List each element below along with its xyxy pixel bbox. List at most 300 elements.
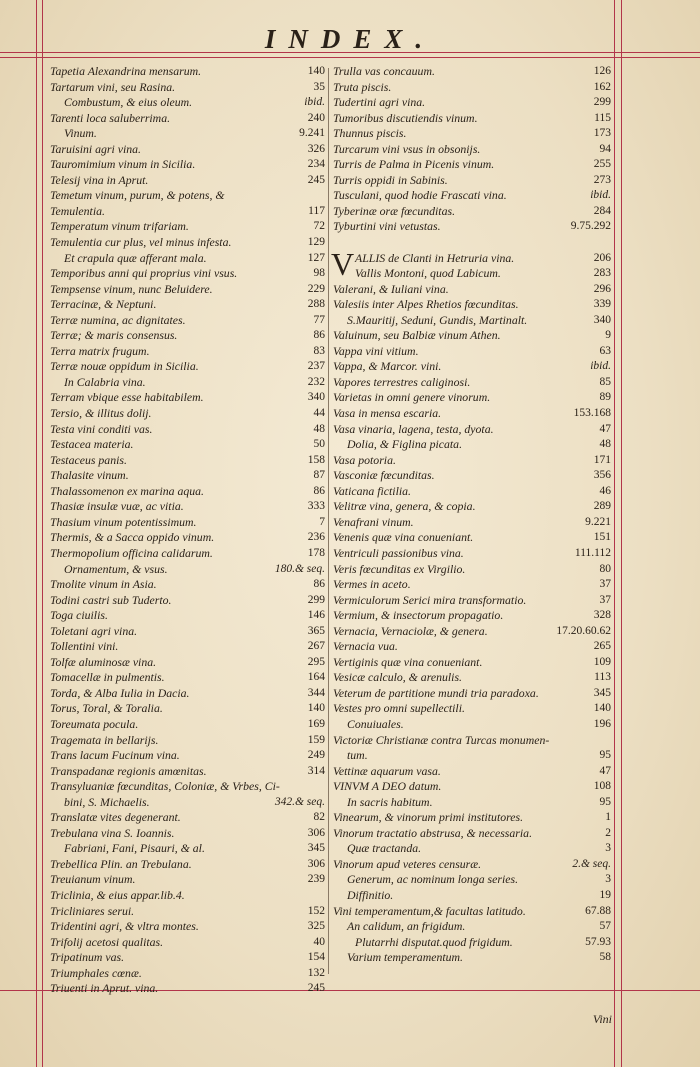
entry-text: Testa vini conditi vas.	[50, 421, 153, 436]
index-entry	[333, 888, 611, 904]
index-entry	[50, 919, 325, 935]
entry-text: Vesicæ calculo, & arenulis.	[333, 670, 462, 685]
entry-text: Vermiculorum Serici mira transformatio.	[333, 592, 527, 607]
entry-text: Tauromimium vinum in Sicilia.	[50, 157, 196, 172]
index-entry	[333, 624, 611, 640]
entry-text: Tyberinæ oræ fœcunditas.	[333, 203, 456, 218]
index-entry	[50, 157, 325, 173]
index-entry	[50, 608, 325, 624]
entry-page-ref: 232	[307, 375, 325, 388]
entry-text: Terracinæ, & Neptuni.	[50, 297, 157, 312]
entry-text: Tarenti loca saluberrima.	[50, 110, 171, 125]
index-entry	[333, 562, 611, 578]
entry-text: Veterum de partitione mundi tria paradoxa.	[333, 685, 539, 700]
entry-page-ref: 94	[599, 142, 611, 155]
entry-text: Tersio, & illitus dolij.	[50, 406, 152, 421]
entry-page-ref: 169	[307, 717, 325, 730]
entry-page-ref: 86	[313, 484, 325, 497]
entry-page-ref: 344	[307, 686, 325, 699]
index-entry	[333, 733, 611, 749]
index-entry	[50, 701, 325, 717]
entry-text: Thasium vinum potentissimum.	[50, 514, 197, 529]
index-entry	[50, 530, 325, 546]
index-entry	[333, 826, 611, 842]
entry-page-ref: 115	[594, 111, 611, 124]
index-entry	[333, 204, 611, 220]
entry-page-ref: 152	[307, 904, 325, 917]
entry-page-ref: 57.93	[585, 935, 611, 948]
index-entry	[333, 608, 611, 624]
index-entry	[333, 701, 611, 717]
index-entry	[50, 748, 325, 764]
entry-text: Vasa in mensa escaria.	[333, 406, 442, 421]
index-entry	[50, 810, 325, 826]
entry-page-ref: 2.& seq.	[572, 857, 611, 870]
index-entry	[333, 266, 611, 282]
entry-text: Tmolite vinum in Asia.	[50, 577, 157, 592]
entry-text: Tempsense vinum, nunc Beluidere.	[50, 281, 213, 296]
entry-page-ref: 47	[599, 422, 611, 435]
entry-page-ref: 296	[593, 282, 611, 295]
entry-page-ref: 1	[605, 811, 611, 824]
entry-text: Valesiis inter Alpes Rhetios fœcunditas.	[333, 297, 519, 312]
entry-text: Temporibus anni qui proprius vini vsus.	[50, 266, 238, 281]
entry-page-ref: 306	[307, 826, 325, 839]
entry-page-ref: 9.241	[299, 127, 325, 140]
entry-page-ref: 236	[307, 531, 325, 544]
column-divider	[328, 68, 329, 974]
entry-page-ref: 46	[599, 484, 611, 497]
entry-text: Trebellica Plin. an Trebulana.	[50, 856, 192, 871]
entry-page-ref: 89	[599, 391, 611, 404]
entry-text: Thalasite vinum.	[50, 468, 129, 483]
entry-page-ref: 237	[307, 360, 325, 373]
entry-text: tum.	[347, 748, 368, 763]
entry-text: Tusculani, quod hodie Frascati vina.	[333, 188, 507, 203]
index-entry	[333, 795, 611, 811]
entry-text: Trebulana vina S. Ioannis.	[50, 825, 175, 840]
entry-text: Vertiginis quæ vina conueniant.	[333, 654, 483, 669]
entry-text: In Calabria vina.	[64, 374, 146, 389]
entry-page-ref: 340	[307, 391, 325, 404]
index-entry	[333, 344, 611, 360]
entry-page-ref: 48	[313, 422, 325, 435]
right-margin-rule	[614, 0, 615, 1067]
entry-text: Thalassomenon ex marina aqua.	[50, 483, 205, 498]
index-entry	[333, 686, 611, 702]
entry-page-ref: 117	[308, 204, 325, 217]
index-entry	[50, 95, 325, 111]
entry-page-ref: 196	[593, 717, 611, 730]
entry-page-ref: 129	[307, 236, 325, 249]
entry-text: Dolia, & Figlina picata.	[347, 437, 463, 452]
entry-page-ref: 47	[599, 764, 611, 777]
entry-page-ref: 239	[307, 873, 325, 886]
entry-text: Vernacia, Vernaciolæ, & genera.	[333, 623, 488, 638]
index-entry	[50, 390, 325, 406]
index-entry	[333, 359, 611, 375]
entry-page-ref: 267	[307, 640, 325, 653]
index-entry	[50, 344, 325, 360]
entry-page-ref: 9.221	[585, 515, 611, 528]
entry-page-ref: 180.& seq.	[274, 562, 325, 575]
entry-page-ref: 325	[307, 920, 325, 933]
index-entry	[50, 266, 325, 282]
entry-text: Tapetia Alexandrina mensarum.	[50, 64, 202, 78]
entry-page-ref: 2	[605, 826, 611, 839]
index-entry	[333, 919, 611, 935]
index-entry	[50, 126, 325, 142]
entry-page-ref: 240	[307, 111, 325, 124]
section-gap	[333, 235, 611, 251]
index-entry	[50, 717, 325, 733]
index-entry	[333, 872, 611, 888]
entry-text: Taruisini agri vina.	[50, 141, 142, 156]
entry-page-ref: 95	[599, 749, 611, 762]
entry-text: Tricliniares serui.	[50, 903, 135, 918]
index-entry	[50, 188, 325, 204]
entry-text: Transyluaniæ fœcunditas, Coloniæ, & Vrbes, Ci-	[50, 779, 280, 794]
entry-page-ref: 164	[307, 671, 325, 684]
index-entry	[333, 515, 611, 531]
entry-page-ref: 132	[307, 966, 325, 979]
entry-page-ref: 140	[593, 702, 611, 715]
entry-text: Testacea materia.	[50, 437, 134, 452]
entry-text: Tripatinum vas.	[50, 950, 125, 965]
entry-text: Vermium, & insectorum propagatio.	[333, 608, 504, 623]
entry-text: Vini temperamentum,& facultas latitudo.	[333, 903, 526, 918]
index-entry	[333, 779, 611, 795]
entry-text: Torus, Toral, & Toralia.	[50, 701, 163, 716]
page-title: INDEX.	[264, 24, 436, 54]
index-entry	[50, 872, 325, 888]
entry-text: Triuenti in Aprut. vina.	[50, 981, 159, 996]
index-entry	[50, 904, 325, 920]
top-rule-2	[0, 57, 700, 58]
index-entry	[50, 111, 325, 127]
entry-page-ref: 48	[599, 438, 611, 451]
entry-page-ref: 328	[593, 609, 611, 622]
entry-page-ref: 58	[599, 951, 611, 964]
index-entry	[50, 639, 325, 655]
entry-page-ref: 77	[313, 313, 325, 326]
entry-text: ALLIS de Clanti in Hetruria vina.	[355, 250, 515, 265]
entry-text: Thasiæ insulæ vuæ, ac vitia.	[50, 499, 184, 514]
index-entry	[50, 655, 325, 671]
index-entry	[333, 95, 611, 111]
entry-text: S.Mauritij, Seduni, Gundis, Martinalt.	[347, 312, 528, 327]
index-entry	[50, 981, 325, 997]
entry-text: Vinum.	[64, 126, 97, 141]
index-entry	[333, 499, 611, 515]
index-entry	[50, 297, 325, 313]
index-entry	[333, 80, 611, 96]
entry-text: Tyburtini vini vetustas.	[333, 219, 441, 234]
entry-text: Quæ tractanda.	[347, 841, 422, 856]
entry-page-ref: 7	[319, 515, 325, 528]
left-margin-rule	[36, 0, 37, 1067]
entry-text: Tollentini vini.	[50, 639, 119, 654]
index-entry	[50, 562, 325, 578]
entry-text: Vallis Montoni, quod Labicum.	[355, 266, 501, 281]
entry-page-ref: 87	[313, 469, 325, 482]
entry-text: Terra matrix frugum.	[50, 343, 150, 358]
index-entry	[333, 546, 611, 562]
entry-text: Terram vbique esse habitabilem.	[50, 390, 204, 405]
entry-text: Vestes pro omni supellectili.	[333, 701, 465, 716]
entry-text: Terræ numina, ac dignitates.	[50, 312, 186, 327]
index-entry	[50, 313, 325, 329]
index-entry	[333, 390, 611, 406]
entry-page-ref: 67.88	[585, 904, 611, 917]
entry-text: Vermes in aceto.	[333, 577, 411, 592]
entry-page-ref: 154	[307, 951, 325, 964]
index-entry	[333, 64, 611, 80]
entry-text: Truta piscis.	[333, 79, 392, 94]
entry-page-ref: 126	[593, 65, 611, 77]
entry-page-ref: 3	[605, 842, 611, 855]
entry-text: Trans lacum Fucinum vina.	[50, 748, 180, 763]
entry-text: Vinorum apud veteres censuræ.	[333, 856, 482, 871]
entry-text: Veris fœcunditas ex Virgilio.	[333, 561, 466, 576]
entry-page-ref: 273	[593, 173, 611, 186]
entry-text: Plutarrhi disputat.quod frigidum.	[355, 934, 513, 949]
entry-text: Thermopolium officina calidarum.	[50, 545, 213, 560]
entry-page-ref: 86	[313, 578, 325, 591]
entry-page-ref: 80	[599, 562, 611, 575]
entry-page-ref: 234	[307, 158, 325, 171]
entry-text: Terræ; & maris consensus.	[50, 328, 178, 343]
entry-page-ref: 173	[593, 127, 611, 140]
index-entry	[333, 111, 611, 127]
entry-page-ref: 295	[307, 655, 325, 668]
entry-text: Todini castri sub Tuderto.	[50, 592, 172, 607]
entry-page-ref: 339	[593, 298, 611, 311]
index-column-left	[50, 64, 325, 997]
index-entry	[333, 219, 611, 235]
entry-text: Toga ciuilis.	[50, 608, 108, 623]
index-entry	[50, 235, 325, 251]
index-entry	[333, 857, 611, 873]
entry-page-ref: 63	[599, 344, 611, 357]
entry-text: Combustum, & eius oleum.	[64, 95, 193, 110]
entry-text: Treuianum vinum.	[50, 872, 136, 887]
index-entry	[333, 748, 611, 764]
index-column-right	[333, 64, 611, 966]
entry-page-ref: 127	[307, 251, 325, 264]
entry-text: Vappa vini vitium.	[333, 343, 419, 358]
index-entry	[50, 624, 325, 640]
index-entry	[50, 779, 325, 795]
entry-text: Turris de Palma in Picenis vinum.	[333, 157, 495, 172]
entry-text: Triclinia, & eius appar.lib.4.	[50, 887, 185, 902]
entry-page-ref: 340	[593, 313, 611, 326]
entry-page-ref: 17.20.60.62	[556, 624, 611, 637]
entry-page-ref: 111.112	[574, 546, 611, 559]
entry-page-ref: 109	[593, 655, 611, 668]
entry-page-ref: 151	[593, 531, 611, 544]
index-entry	[50, 359, 325, 375]
index-entry	[50, 593, 325, 609]
index-entry	[333, 810, 611, 826]
entry-text: Valuinum, seu Balbiæ vinum Athen.	[333, 328, 501, 343]
entry-text: Toletani agri vina.	[50, 623, 138, 638]
entry-page-ref: 40	[313, 935, 325, 948]
entry-page-ref: 265	[593, 640, 611, 653]
index-entry	[50, 437, 325, 453]
entry-text: VINVM A DEO datum.	[333, 779, 442, 794]
entry-text: Tartarum vini, seu Rasina.	[50, 79, 176, 94]
index-entry	[333, 764, 611, 780]
entry-text: Trifolij acetosi qualitas.	[50, 934, 164, 949]
entry-text: Temetum vinum, purum, & potens, &	[50, 188, 225, 203]
entry-text: Transpadanæ regionis amœnitas.	[50, 763, 207, 778]
index-entry	[333, 328, 611, 344]
index-entry	[50, 142, 325, 158]
entry-text: Ventriculi passionibus vina.	[333, 545, 464, 560]
entry-page-ref: 153.168	[573, 407, 611, 420]
index-entry	[50, 826, 325, 842]
entry-text: Testaceus panis.	[50, 452, 127, 467]
index-entry	[50, 966, 325, 982]
entry-page-ref: 345	[593, 686, 611, 699]
entry-text: Varietas in omni genere vinorum.	[333, 390, 491, 405]
index-entry	[333, 282, 611, 298]
index-entry	[333, 142, 611, 158]
entry-text: Turris oppidi in Sabinis.	[333, 172, 448, 187]
index-entry	[333, 173, 611, 189]
entry-text: Temulentia.	[50, 203, 105, 218]
index-entry	[50, 173, 325, 189]
entry-text: In sacris habitum.	[347, 794, 433, 809]
entry-text: Victoriæ Christianæ contra Turcas monumen-	[333, 732, 550, 747]
entry-page-ref: 113	[594, 671, 611, 684]
entry-text: Tomacellæ in pulmentis.	[50, 670, 165, 685]
entry-page-ref: 72	[313, 220, 325, 233]
entry-text: Tumoribus discutiendis vinum.	[333, 110, 478, 125]
entry-text: Turcarum vini vsus in obsonijs.	[333, 141, 481, 156]
entry-page-ref: 3	[605, 873, 611, 886]
entry-page-ref: ibid.	[590, 360, 611, 373]
entry-text: An calidum, an frigidum.	[347, 919, 466, 934]
entry-page-ref: 306	[307, 857, 325, 870]
index-entry	[50, 375, 325, 391]
entry-text: Toreumata pocula.	[50, 716, 139, 731]
entry-page-ref: 356	[593, 469, 611, 482]
entry-page-ref: ibid.	[304, 96, 325, 109]
index-entry	[333, 717, 611, 733]
entry-text: Thunnus piscis.	[333, 126, 407, 141]
index-entry	[50, 764, 325, 780]
index-entry	[50, 546, 325, 562]
entry-page-ref: 95	[599, 795, 611, 808]
entry-text: Vinorum tractatio abstrusa, & necessaria.	[333, 825, 533, 840]
entry-text: Vettinæ aquarum vasa.	[333, 763, 441, 778]
entry-text: Diffinitio.	[347, 887, 394, 902]
index-entry	[333, 530, 611, 546]
index-entry	[50, 841, 325, 857]
index-entry	[50, 328, 325, 344]
index-entry	[50, 670, 325, 686]
entry-page-ref: 158	[307, 453, 325, 466]
entry-text: Temulentia cur plus, vel minus infesta.	[50, 235, 232, 250]
entry-text: Temperatum vinum trifariam.	[50, 219, 189, 234]
index-entry	[50, 499, 325, 515]
index-entry	[50, 219, 325, 235]
entry-page-ref: 146	[307, 609, 325, 622]
index-entry	[50, 64, 325, 80]
index-entry	[333, 406, 611, 422]
entry-page-ref: 229	[307, 282, 325, 295]
index-entry	[333, 577, 611, 593]
entry-text: Torda, & Alba Iulia in Dacia.	[50, 685, 190, 700]
entry-text: Generum, ac nominum longa series.	[347, 872, 519, 887]
entry-text: Venafrani vinum.	[333, 514, 414, 529]
index-entry	[50, 686, 325, 702]
entry-page-ref: 82	[313, 811, 325, 824]
index-entry	[50, 453, 325, 469]
entry-text: Tragemata in bellarijs.	[50, 732, 159, 747]
entry-page-ref: 299	[593, 96, 611, 109]
index-entry	[333, 313, 611, 329]
right-margin-rule-2	[621, 0, 622, 1067]
index-entry	[333, 841, 611, 857]
index-entry	[50, 888, 325, 904]
entry-text: Vasconiæ fœcunditas.	[333, 468, 435, 483]
entry-text: Venenis quæ vina conueniant.	[333, 530, 474, 545]
index-entry	[333, 422, 611, 438]
index-entry	[333, 157, 611, 173]
entry-page-ref: 288	[307, 298, 325, 311]
entry-page-ref: 284	[593, 204, 611, 217]
entry-page-ref: 37	[599, 578, 611, 591]
entry-text: Triumphales cœnæ.	[50, 965, 142, 980]
index-entry	[333, 655, 611, 671]
index-entry	[50, 935, 325, 951]
entry-text: Vapores terrestres caliginosi.	[333, 374, 471, 389]
entry-page-ref: 83	[313, 344, 325, 357]
entry-text: bini, S. Michaelis.	[64, 794, 150, 809]
index-entry	[333, 639, 611, 655]
index-entry	[333, 904, 611, 920]
index-entry	[333, 484, 611, 500]
entry-page-ref: 44	[313, 407, 325, 420]
entry-page-ref: 35	[313, 80, 325, 93]
entry-text: Vasa potoria.	[333, 452, 396, 467]
entry-text: Et crapula quæ afferant mala.	[64, 250, 207, 265]
index-entry	[333, 297, 611, 313]
entry-page-ref: 245	[307, 173, 325, 186]
entry-text: Translatæ vites degenerant.	[50, 810, 181, 825]
index-entry	[333, 593, 611, 609]
index-entry	[50, 857, 325, 873]
index-entry	[333, 375, 611, 391]
entry-page-ref: 314	[307, 764, 325, 777]
entry-page-ref: 255	[593, 158, 611, 171]
entry-text: Thermis, & a Sacca oppido vinum.	[50, 530, 215, 545]
index-entry	[50, 484, 325, 500]
index-entry	[333, 950, 611, 966]
index-entry	[333, 453, 611, 469]
entry-page-ref: 333	[307, 500, 325, 513]
entry-page-ref: 365	[307, 624, 325, 637]
index-entry	[50, 795, 325, 811]
index-entry	[50, 251, 325, 267]
drop-capital: V	[331, 245, 355, 282]
entry-page-ref: 19	[599, 888, 611, 901]
index-entry	[50, 468, 325, 484]
index-entry	[333, 670, 611, 686]
